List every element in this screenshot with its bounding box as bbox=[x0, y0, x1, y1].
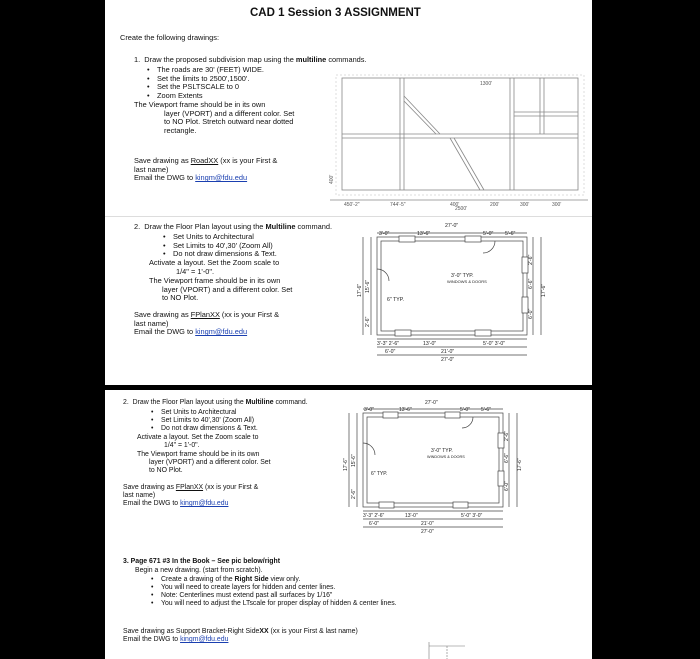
dim-label: 3'-3" 2'-6" bbox=[377, 341, 400, 347]
task2-viewport: The Viewport frame should be in its own layer (VPORT) and a different color. Set to NO Plot. bbox=[149, 276, 293, 303]
task3-bullets bbox=[151, 576, 397, 608]
page-title: CAD 1 Session 3 ASSIGNMENT bbox=[250, 7, 421, 19]
list-item: • Do not draw dimensions & Text. bbox=[163, 249, 277, 259]
floorplan-figure bbox=[355, 217, 585, 375]
task2-bullets bbox=[163, 233, 277, 259]
dim-label: 3'-0" TYP. bbox=[431, 448, 453, 454]
task1-bullets bbox=[147, 66, 264, 100]
dim-label: 6'-6" bbox=[504, 453, 510, 463]
dim-label: 3'-3" 2'-6" bbox=[363, 513, 385, 519]
dim-label: 13'-6" bbox=[417, 231, 431, 237]
dim-label: 3'-0" bbox=[379, 231, 390, 237]
task2-heading: 2. Draw the Floor Plan layout using the Multiline command. bbox=[123, 399, 308, 406]
dim-label: 5'-0" 3'-0" bbox=[483, 341, 506, 347]
email-link[interactable]: kingm@fdu.edu bbox=[195, 327, 248, 337]
dim-label: 6" TYP. bbox=[371, 471, 388, 477]
map-label: 450'-2" bbox=[344, 202, 360, 208]
map-label: 2500' bbox=[455, 206, 468, 212]
list-item: • Set the PSLTSCALE to 0 bbox=[147, 82, 240, 92]
list-item: • Set Limits to 40',30' (Zoom All) bbox=[163, 240, 273, 250]
dim-label: 3'-0" bbox=[364, 407, 374, 413]
dim-label: 2'-6" bbox=[365, 316, 371, 327]
dim-label: 15'-6" bbox=[351, 454, 357, 467]
dim-label: 17'-6" bbox=[357, 283, 363, 297]
list-item: • Create a drawing of the Right Side view only. bbox=[151, 576, 301, 583]
list-item: • Set Units to Architectural bbox=[151, 409, 237, 416]
dim-label: 6'-0" bbox=[528, 308, 534, 319]
document-page-1 bbox=[105, 0, 592, 385]
task2-save: Save drawing as FPlanXX (xx is your First & last name) Email the DWG to kingm@fdu.edu bbox=[134, 310, 280, 337]
task2-heading: 2. Draw the Floor Plan layout using the Multiline command. bbox=[134, 222, 333, 231]
dim-label: 17'-6" bbox=[541, 283, 547, 297]
dim-label: 21'-0" bbox=[441, 349, 455, 355]
list-item: • The roads are 30' (FEET) WIDE. bbox=[147, 65, 264, 74]
task2-viewport: The Viewport frame should be in its own layer (VPORT) and a different color. Set to NO Plot. bbox=[137, 451, 271, 475]
list-item: • Do not draw dimensions & Text. bbox=[151, 425, 258, 433]
map-label: 400' bbox=[450, 202, 460, 208]
task3-save: Save drawing as Support Bracket-Right SideXX (xx is your First & last name) Email the DWG to kingm@fdu.edu bbox=[123, 628, 358, 644]
dim-label: WINDOWS & DOORS bbox=[447, 279, 487, 284]
map-label: 1300' bbox=[480, 81, 493, 87]
map-label: 400' bbox=[329, 174, 335, 184]
dim-label: 5'-6" bbox=[505, 231, 516, 237]
email-link[interactable]: kingm@fdu.edu bbox=[180, 500, 229, 508]
task1-heading: 1. Draw the proposed subdivision map using the multiline commands. bbox=[134, 55, 367, 64]
dim-label: 13'-0" bbox=[423, 341, 437, 347]
map-label: 200' bbox=[490, 202, 500, 208]
task3-begin: Begin a new drawing. (start from scratch). bbox=[135, 567, 263, 574]
dim-label: 27'-0" bbox=[425, 400, 438, 406]
dim-label: 5'-0" 3'-0" bbox=[461, 513, 483, 519]
dim-label: WINDOWS & DOORS bbox=[427, 455, 465, 459]
map-label: 300' bbox=[520, 202, 530, 208]
document-page-2 bbox=[105, 390, 592, 659]
email-link[interactable]: kingm@fdu.edu bbox=[180, 636, 229, 644]
list-item: • Zoom Extents bbox=[147, 90, 203, 100]
dim-label: 27'-0" bbox=[445, 223, 459, 229]
map-label: 744'-5" bbox=[390, 202, 406, 208]
dim-label: 15'-6" bbox=[365, 279, 371, 293]
dim-label: 17'-6" bbox=[517, 458, 523, 471]
list-item: • You will need to create layers for hidden and center lines. bbox=[151, 584, 336, 592]
task2-save: Save drawing as FPlanXX (xx is your First & last name) Email the DWG to kingm@fdu.edu bbox=[123, 484, 259, 508]
dim-label: 21'-0" bbox=[421, 521, 434, 527]
bracket-figure-fragment bbox=[427, 642, 467, 659]
dim-label: 6'-0" bbox=[369, 521, 379, 527]
floorplan-figure bbox=[341, 395, 556, 545]
task1-save: Save drawing as RoadXX (xx is your First & last name) Email the DWG to kingm@fdu.edu bbox=[134, 156, 278, 183]
dim-label: 2'-6" bbox=[351, 489, 357, 499]
task3-heading: 3. Page 671 #3 In the Book – See pic below/right bbox=[123, 558, 281, 565]
list-item: • Set the limits to 2500',1500'. bbox=[147, 73, 250, 83]
list-item: • Set Limits to 40',30' (Zoom All) bbox=[151, 417, 255, 425]
dim-label: 6'-6" bbox=[528, 278, 534, 289]
task1-viewport: The Viewport frame should be in its own layer (VPORT) and a different color. Set to NO Plot. Stretch outward near dotted rectangle. bbox=[134, 100, 295, 135]
subdivision-map-figure bbox=[330, 74, 588, 210]
dim-label: 13'-6" bbox=[399, 407, 412, 413]
dim-label: 6'-0" bbox=[385, 349, 396, 355]
map-label: 300' bbox=[552, 202, 562, 208]
dim-label: 5'-0" bbox=[483, 231, 494, 237]
dim-label: 17'-6" bbox=[343, 458, 349, 471]
dim-label: 27'-0" bbox=[421, 529, 434, 535]
task2-bullets bbox=[151, 409, 258, 433]
task2-activate: Activate a layout. Set the Zoom scale to 1/4" = 1'-0". bbox=[137, 434, 259, 450]
dim-label: 3'-0" TYP. bbox=[451, 273, 474, 279]
list-item: • Set Units to Architectural bbox=[163, 232, 254, 241]
dim-label: 27'-0" bbox=[441, 357, 455, 363]
dim-label: 13'-0" bbox=[405, 513, 418, 519]
list-item: • You will need to adjust the LTscale for proper display of hidden & center lines. bbox=[151, 600, 397, 608]
task2-activate: Activate a layout. Set the Zoom scale to 1/4" = 1'-0". bbox=[149, 258, 280, 276]
dim-label: 5'-0" bbox=[460, 407, 470, 413]
instruction-text: Create the following drawings: bbox=[120, 33, 220, 42]
dim-label: 2'-6" bbox=[528, 254, 534, 265]
dim-label: 2'-6" bbox=[504, 431, 510, 441]
dim-label: 6'-0" bbox=[504, 481, 510, 491]
dim-label: 5'-6" bbox=[481, 407, 491, 413]
dim-label: 6" TYP. bbox=[387, 297, 404, 303]
email-link[interactable]: kingm@fdu.edu bbox=[195, 173, 248, 183]
list-item: • Note: Centerlines must extend past all surfaces by 1/16" bbox=[151, 592, 333, 600]
